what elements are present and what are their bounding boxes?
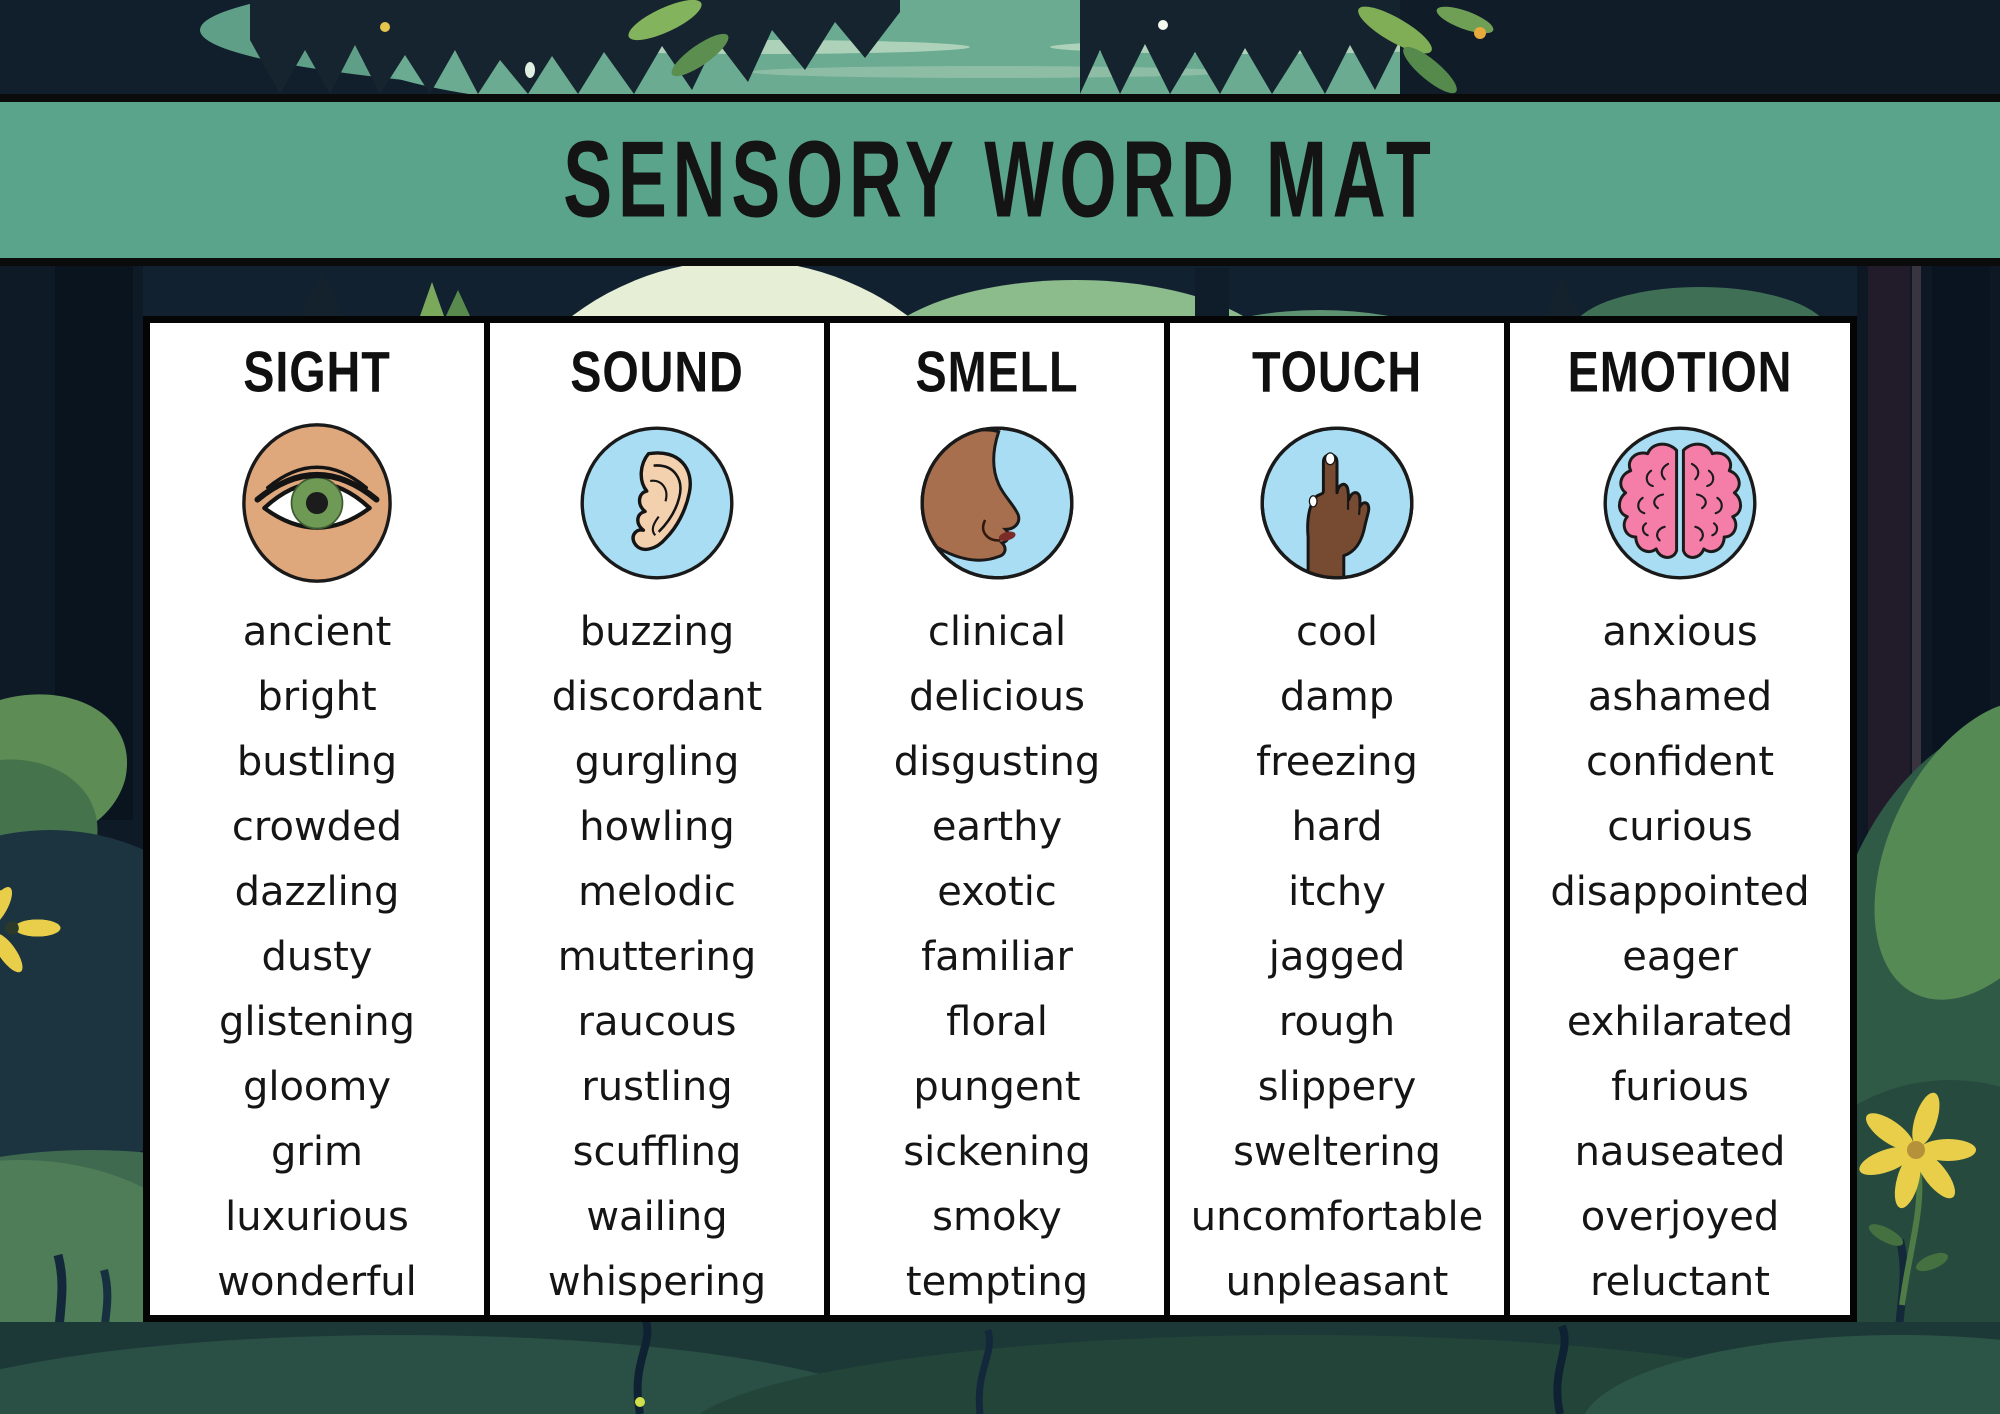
word-item: itchy <box>1288 869 1386 916</box>
word-item: rustling <box>581 1064 733 1111</box>
word-list <box>1510 600 1850 1315</box>
finger-icon <box>1252 418 1422 588</box>
word-item: gloomy <box>242 1064 392 1111</box>
column-sound <box>490 323 830 1315</box>
word-item: bustling <box>236 739 398 786</box>
word-item: ancient <box>242 609 392 656</box>
word-item: wonderful <box>217 1259 417 1306</box>
word-item: anxious <box>1602 609 1758 656</box>
word-item: sickening <box>903 1129 1091 1176</box>
column-title: SMELL <box>915 341 1079 405</box>
word-item: wailing <box>586 1194 728 1241</box>
word-item: pungent <box>913 1064 1081 1111</box>
word-item: uncomfortable <box>1190 1194 1484 1241</box>
word-item: dusty <box>261 934 373 981</box>
word-item: crowded <box>231 804 403 851</box>
word-item: rough <box>1278 999 1396 1046</box>
word-item: damp <box>1279 674 1395 721</box>
nose-icon <box>912 418 1082 588</box>
word-item: muttering <box>557 934 757 981</box>
word-list <box>1170 600 1504 1315</box>
word-item: freezing <box>1256 739 1418 786</box>
page-title: SENSORY WORD MAT <box>563 119 1437 240</box>
bottom-foliage <box>0 1318 2000 1414</box>
column-title: SIGHT <box>243 341 391 405</box>
column-smell <box>830 323 1170 1315</box>
word-item: bright <box>257 674 377 721</box>
column-title: EMOTION <box>1567 341 1793 405</box>
word-item: cool <box>1295 609 1379 656</box>
word-item: scuffling <box>572 1129 742 1176</box>
word-item: smoky <box>932 1194 1062 1241</box>
word-item: discordant <box>551 674 763 721</box>
word-item: disappointed <box>1550 869 1810 916</box>
column-sight <box>150 323 490 1315</box>
word-item: curious <box>1607 804 1753 851</box>
brain-icon <box>1595 418 1765 588</box>
word-item: ashamed <box>1587 674 1773 721</box>
word-item: sweltering <box>1233 1129 1441 1176</box>
word-list <box>490 600 824 1315</box>
column-title: TOUCH <box>1251 341 1423 405</box>
word-item: disgusting <box>893 739 1101 786</box>
word-item: whispering <box>547 1259 767 1306</box>
word-item: gurgling <box>574 739 740 786</box>
word-item: jagged <box>1268 934 1406 981</box>
word-item: howling <box>579 804 735 851</box>
word-item: eager <box>1622 934 1738 981</box>
column-title: SOUND <box>570 341 744 405</box>
eye-icon <box>232 418 402 588</box>
word-item: familiar <box>921 934 1073 981</box>
title-banner <box>0 94 2000 266</box>
word-item: exhilarated <box>1566 999 1794 1046</box>
word-item: slippery <box>1257 1064 1417 1111</box>
word-item: delicious <box>909 674 1085 721</box>
word-item: unpleasant <box>1225 1259 1449 1306</box>
column-emotion <box>1510 323 1850 1315</box>
word-item: furious <box>1611 1064 1749 1111</box>
word-list <box>830 600 1164 1315</box>
word-item: confident <box>1585 739 1775 786</box>
word-item: hard <box>1291 804 1383 851</box>
column-touch <box>1170 323 1510 1315</box>
ear-icon <box>572 418 742 588</box>
word-item: luxurious <box>225 1194 409 1241</box>
word-item: dazzling <box>234 869 400 916</box>
word-item: floral <box>946 999 1048 1046</box>
word-item: earthy <box>931 804 1063 851</box>
word-item: clinical <box>927 609 1067 656</box>
word-item: buzzing <box>579 609 735 656</box>
word-item: nauseated <box>1574 1129 1786 1176</box>
word-item: overjoyed <box>1580 1194 1780 1241</box>
word-item: exotic <box>937 869 1057 916</box>
word-item: reluctant <box>1590 1259 1770 1306</box>
word-mat-card <box>143 316 1857 1322</box>
word-item: grim <box>271 1129 363 1176</box>
word-item: tempting <box>905 1259 1089 1306</box>
word-list <box>150 600 484 1315</box>
word-item: melodic <box>578 869 736 916</box>
word-item: raucous <box>577 999 737 1046</box>
word-item: glistening <box>219 999 415 1046</box>
